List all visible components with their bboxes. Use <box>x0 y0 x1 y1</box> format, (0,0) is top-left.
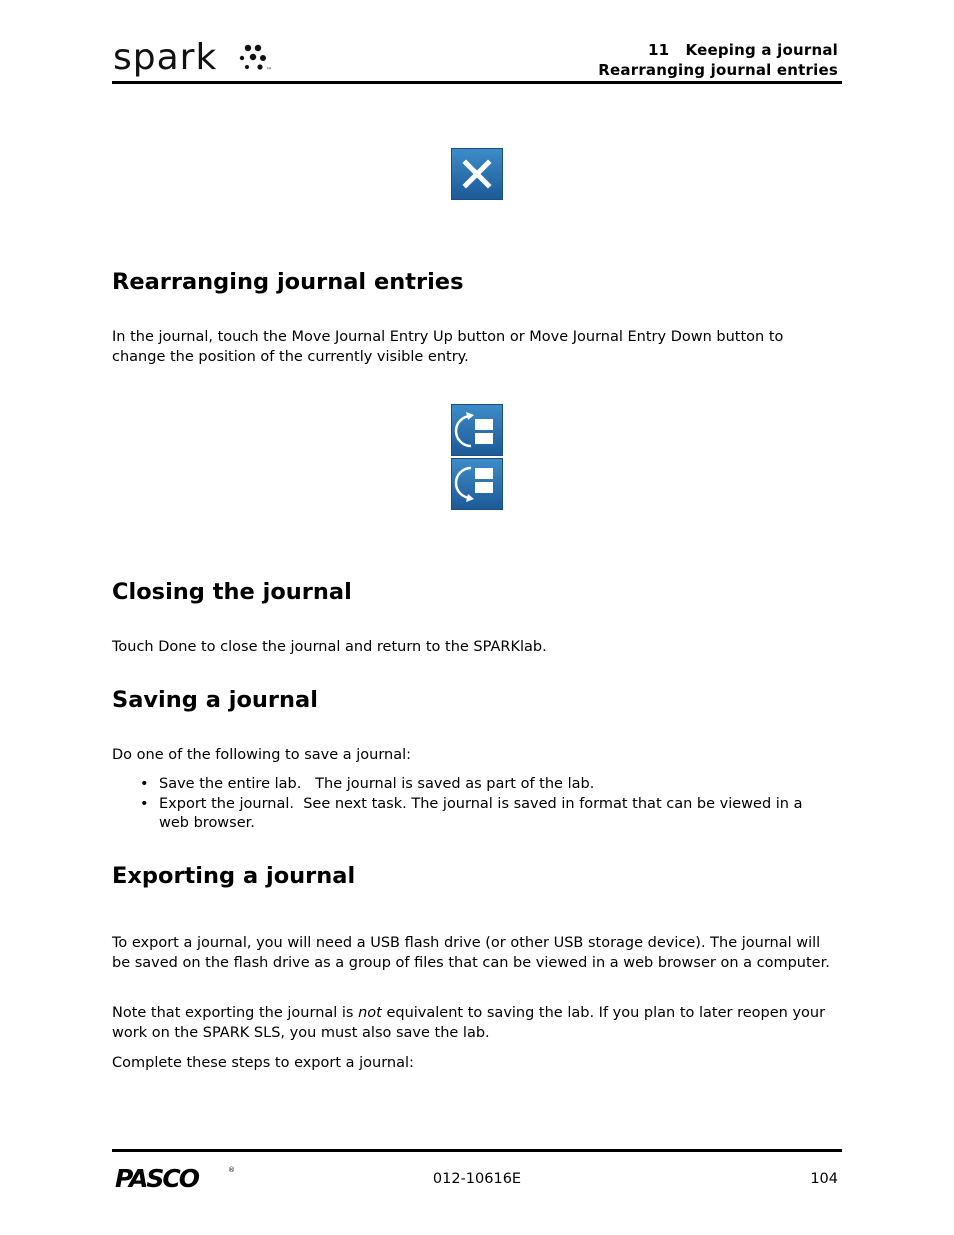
list-item <box>112 795 837 834</box>
list-item-text: Export the journal. See next task. The journal is saved in format that can be viewed in a web browser. <box>159 795 808 831</box>
exporting-body-3: Complete these steps to export a journal: <box>112 1055 414 1071</box>
header-rule <box>112 81 842 84</box>
exporting-body-2-a: Note that exporting the journal is <box>112 1005 359 1021</box>
close-x-icon <box>451 148 503 200</box>
section-title-closing: Closing the journal <box>112 579 352 605</box>
header-chapter: 11 Keeping a journal <box>648 41 838 59</box>
spark-logo <box>113 38 217 78</box>
closing-body: Touch Done to close the journal and return to the SPARKlab. <box>112 639 547 655</box>
document-number: 012-10616E <box>432 1171 522 1187</box>
bullet-icon: • <box>140 776 149 792</box>
footer-rule <box>112 1149 842 1152</box>
move-journal-entry-up-icon <box>451 404 503 456</box>
section-title-rearranging: Rearranging journal entries <box>112 269 464 295</box>
bullet-icon: • <box>140 795 149 812</box>
exporting-body-1: To export a journal, you will need a USB flash drive (or other USB storage device). The journal will be saved on the flash drive as a group of files that can be viewed in a web browser on a computer. <box>112 935 830 971</box>
list-item <box>112 775 837 795</box>
section-title-saving: Saving a journal <box>112 687 318 713</box>
header-section: Rearranging journal entries <box>598 61 838 79</box>
pasco-logo-text: PASCO <box>115 1164 198 1191</box>
list-item-text: Save the entire lab. The journal is saved as part of the lab. <box>159 776 595 792</box>
rearranging-body: In the journal, touch the Move Journal Entry Up button or Move Journal Entry Down button to change the position of the currently visible entry. <box>112 329 784 365</box>
spark-tm-mark: ™ <box>266 67 272 74</box>
spark-dots-icon <box>238 42 278 74</box>
move-journal-entry-down-icon <box>451 458 503 510</box>
saving-intro: Do one of the following to save a journal: <box>112 747 412 763</box>
spark-logo-text: spark <box>113 37 218 78</box>
exporting-body-2-emphasis: not <box>358 1005 382 1021</box>
saving-options-list <box>112 775 837 834</box>
registered-mark: ® <box>228 1166 235 1174</box>
section-title-exporting: Exporting a journal <box>112 863 356 889</box>
exporting-body-2-b: equivalent to saving the lab. If you plan to later reopen your work on the SPARK SLS, you must also save the lab. <box>112 1005 826 1041</box>
running-header <box>598 40 838 80</box>
page-number: 104 <box>810 1171 838 1187</box>
exporting-body-2 <box>112 1003 837 1043</box>
